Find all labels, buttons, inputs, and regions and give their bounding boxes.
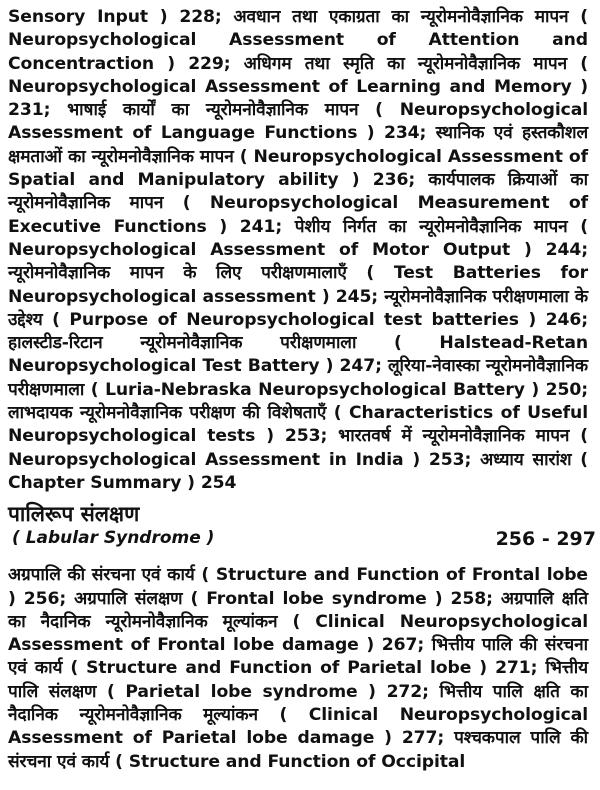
section-heading xyxy=(8,500,596,556)
section-paragraph: अग्रपालि की संरचना एवं कार्य ( Structure and Function of Frontal lobe ) 256; अग्रपालि संलक्षण ( Frontal lobe syndrome ) 258; अग्रपालि क्षति का नैदानिक न्यूरोमनोवैज्ञानिक मूल्यांकन ( Clinical Neuropsychological Assessment of Frontal lobe damage ) 267; भित्तीय पालि की संरचना एवं कार्य ( Structure and Function of Parietal lobe ) 271; भित्तीय पालि संलक्षण ( Parietal lobe syndrome ) 272; भित्तीय पालि क्षति का नैदानिक न्यूरोमनोवैज्ञानिक मूल्यांकन ( Clinical Neuropsychological Assessment of Parietal lobe damage ) 277; पश्चकपाल पालि की संरचना एवं कार्य ( Structure and Function of Occipital xyxy=(8,565,588,772)
section-title: पालिरूप संलक्षण xyxy=(8,502,140,527)
contents-paragraph: Sensory Input ) 228; अवधान तथा एकाग्रता का न्यूरोमनोवैज्ञानिक मापन ( Neuropsychological Assessment of Attention and Concentraction ) 229; अधिगम तथा स्मृति का न्यूरोमनोवैज्ञानिक मापन ( Neuropsychological Assessment of Learning and Memory ) 231; भाषाई कार्यों का न्यूरोमनोवैज्ञानिक मापन ( Neuropsychological Assessment of Language Functions ) 234; स्थानिक एवं हस्तकौशल क्षमताओं का न्यूरोमनोवैज्ञानिक मापन ( Neuropsychological Assessment of Spatial and Manipulatory ability ) 236; कार्यपालक क्रियाओं का न्यूरोमनोवैज्ञानिक मापन ( Neuropsychological Measurement of Executive Functions ) 241; पेशीय निर्गत का न्यूरोमनोवैज्ञानिक मापन ( Neuropsychological Assessment of Motor Output ) 244; न्यूरोमनोवैज्ञानिक मापन के लिए परीक्षणमालाएँ ( Test Batteries for Neuropsychological assessment ) 245; न्यूरोमनोवैज्ञानिक परीक्षणमाला के उद्देश्य ( Purpose of Neuropsychological test batteries ) 246; हालस्टीड-रिटान न्यूरोमनोवैज्ञानिक परीक्षणमाला ( Halstead-Retan Neuropsychological Test Battery ) 247; लूरिया-नेवास्का न्यूरोमनोवैज्ञानिक परीक्षणमाला ( Luria-Nebraska Neuropsychological Battery ) 250; लाभदायक न्यूरोमनोवैज्ञानिक परीक्षण की विशेषताएँ ( Characteristics of Useful Neuropsychological tests ) 253; भारतवर्ष में न्यूरोमनोवैज्ञानिक मापन ( Neuropsychological Assessment in India ) 253; अध्याय सारांश ( Chapter Summary ) 254 xyxy=(8,7,588,493)
section-page-range: 256 - 297 xyxy=(495,528,596,551)
section-subtitle: ( Labular Syndrome ) xyxy=(12,528,215,549)
